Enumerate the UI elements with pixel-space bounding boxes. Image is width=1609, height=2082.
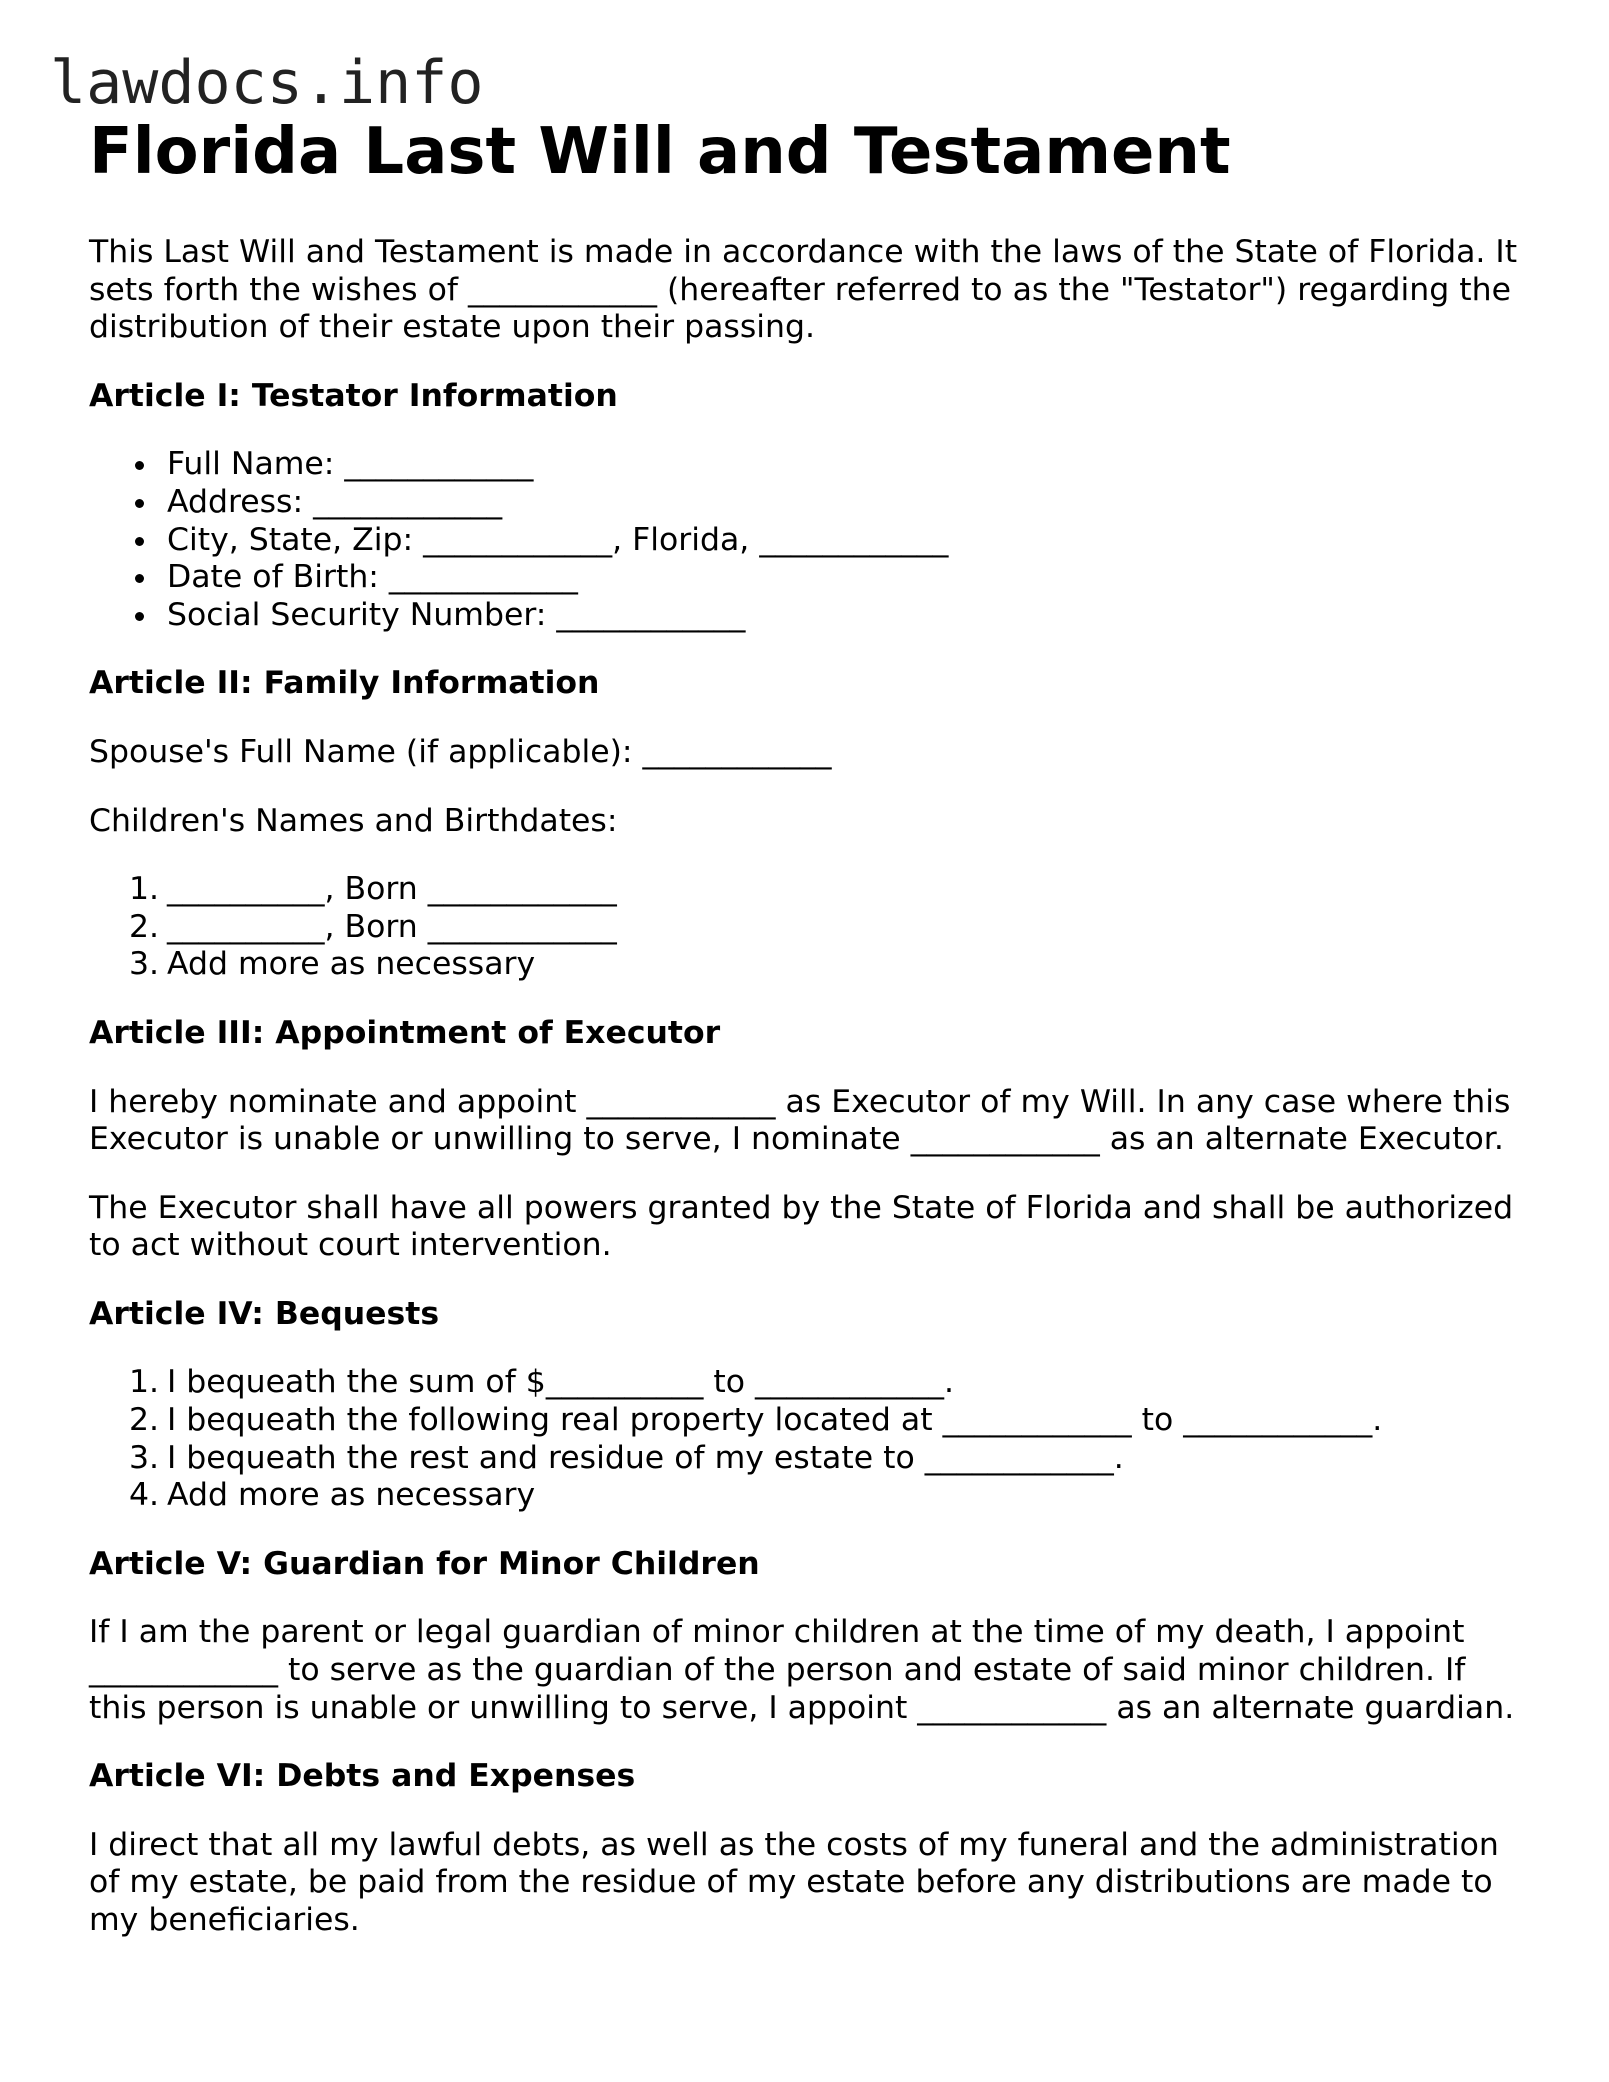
debts-paragraph: I direct that all my lawful debts, as well as the costs of my funeral and the administration of my estate, be paid from the residue of my estate before any distributions are made to my beneficiaries. (89, 1826, 1499, 1938)
list-item (89, 1364, 1529, 1402)
spouse-line: Spouse's Full Name (if applicable): ____________ (89, 733, 832, 770)
list-number: 2. (128, 908, 159, 945)
list-item (89, 946, 1529, 984)
document-title: Florida Last Will and Testament (89, 115, 1231, 189)
list-item (89, 1402, 1529, 1440)
article-1-heading: Article I: Testator Information (89, 377, 618, 414)
list-item (89, 1477, 1529, 1515)
article-2-heading: Article II: Family Information (89, 665, 600, 702)
list-item (89, 871, 1529, 909)
list-number: 3. (128, 1439, 159, 1476)
list-item (89, 909, 1529, 947)
list-number: 1. (128, 1364, 159, 1401)
article-4-heading: Article IV: Bequests (89, 1295, 440, 1332)
article-6-heading: Article VI: Debts and Expenses (89, 1758, 636, 1795)
list-number: 4. (128, 1477, 159, 1514)
article-3-heading: Article III: Appointment of Executor (89, 1014, 721, 1051)
list-item (89, 1440, 1529, 1478)
list-item: Social Security Number: ____________ (89, 597, 1529, 635)
list-number: 1. (128, 871, 159, 908)
guardian-paragraph: If I am the parent or legal guardian of minor children at the time of my death, I appoint ____________ to serve as the guardian of the person and estate of said minor children. If this person is unable or unwilling to serve, I appoint ____________ as an alternate guardian. (89, 1614, 1515, 1726)
children-list (89, 871, 1529, 984)
document-body (89, 112, 1529, 1940)
list-number: 2. (128, 1402, 159, 1439)
list-number: 3. (128, 946, 159, 983)
executor-powers-paragraph: The Executor shall have all powers granted by the State of Florida and shall be authorized to act without court intervention. (89, 1189, 1514, 1264)
article-5-heading: Article V: Guardian for Minor Children (89, 1545, 760, 1582)
list-item: City, State, Zip: ____________, Florida, ____________ (89, 522, 1529, 560)
list-item: Date of Birth: ____________ (89, 559, 1529, 597)
list-item: Address: ____________ (89, 484, 1529, 522)
intro-paragraph: This Last Will and Testament is made in accordance with the laws of the State of Florida. It sets forth the wishes of ____________ (hereafter referred to as the "Testator") regarding the distribution of their estate upon their passing. (89, 234, 1518, 346)
bequests-list (89, 1364, 1529, 1514)
children-label: Children's Names and Birthdates: (89, 802, 618, 839)
list-item-text: I bequeath the sum of $__________ to ____________. (167, 1364, 955, 1401)
executor-paragraph: I hereby nominate and appoint ____________ as Executor of my Will. In any case where this Executor is unable or unwilling to serve, I nominate ____________ as an alternate Executor. (89, 1083, 1511, 1158)
list-item: Full Name: ____________ (89, 446, 1529, 484)
site-watermark: lawdocs.info (50, 48, 484, 118)
list-item-text: __________, Born ____________ (167, 871, 617, 908)
list-item-text: Add more as necessary (167, 1477, 536, 1514)
list-item-text: I bequeath the rest and residue of my estate to ____________. (167, 1439, 1124, 1476)
list-item-text: __________, Born ____________ (167, 908, 617, 945)
list-item-text: Add more as necessary (167, 946, 536, 983)
list-item-text: I bequeath the following real property located at ____________ to ____________. (167, 1402, 1383, 1439)
testator-info-list (89, 446, 1529, 634)
